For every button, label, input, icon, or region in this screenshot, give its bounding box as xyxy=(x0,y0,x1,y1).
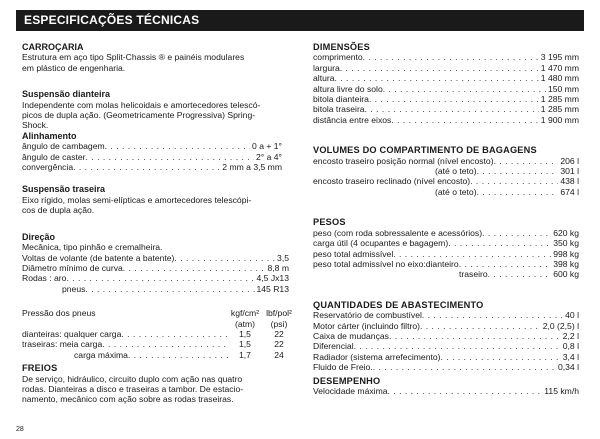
spec-row: Diâmetro mínimo de curva . . . 8,8 m xyxy=(22,263,289,273)
susp-dianteira-title: Suspensão dianteira xyxy=(22,89,111,100)
spec-row: peso total admissível . . . 998 kg xyxy=(313,249,579,259)
spec-row: Caixa de mudanças . . . 2,2 l xyxy=(313,331,579,341)
spec-row: largura . . . 1 470 mm xyxy=(313,63,579,73)
pneus-title: Pressão dos pneus xyxy=(22,308,96,319)
spec-row: comprimento . . . 3 195 mm xyxy=(313,52,579,62)
freios-title: FREIOS xyxy=(22,363,58,374)
spec-row: carga útil (4 ocupantes e bagagem) . . . 350 kg xyxy=(313,238,579,248)
susp-dianteira-line: Shock. xyxy=(22,120,49,131)
freios-line: namento, mecânico com ação sobre as rodas traseiras. xyxy=(22,394,234,405)
spec-row: encosto traseiro posição normal (nível encosto) . . . 206 l xyxy=(313,156,579,166)
susp-dianteira-line: Independente com molas helicoidais e amortecedores telescó- xyxy=(22,99,261,110)
spec-row: (até o teto) . . . 301 l xyxy=(313,166,579,176)
dimensoes-title: DIMENSÕES xyxy=(313,42,370,52)
susp-traseira-line: Eixo rígido, molas semi-elípticas e amortecedores telescópi- xyxy=(22,194,252,205)
spec-row: altura livre do solo . . . 150 mm xyxy=(313,84,579,94)
spec-row: bitola traseira . . . 1 285 mm xyxy=(313,104,579,114)
spec-row: Reservatório de combustível . . . 40 l xyxy=(313,310,579,320)
registered-mark: ® xyxy=(158,52,165,63)
abastecimento-title: QUANTIDADES DE ABASTECIMENTO xyxy=(313,299,484,310)
spec-row: altura . . . 1 480 mm xyxy=(313,73,579,83)
spec-row: distância entre eixos . . . 1 900 mm xyxy=(313,115,579,125)
spec-row: Motor cárter (incluindo filtro) . . . 2,0 (2,5) l xyxy=(313,321,579,331)
page-number: 28 xyxy=(16,426,24,433)
pneus-header xyxy=(22,308,300,318)
right-column xyxy=(313,36,579,396)
pesos-title: PESOS xyxy=(313,217,346,228)
spec-row: Fluido de Freio. . . . 0,34 l xyxy=(313,362,579,372)
spec-row: Rodas : aro . . . 4,5 Jx13 xyxy=(22,273,289,283)
pressure-row: carga máxima . . . 1,7 24 xyxy=(22,350,300,360)
spec-row: peso total admissível no eixo:dianteiro . . . 398 kg xyxy=(313,259,579,269)
spec-row: Velocidade máxima . . . 115 km/h xyxy=(313,386,579,396)
spec-row: peso (com roda sobressalente e acessórios) . . . 620 kg xyxy=(313,228,579,238)
direcao-title: Direção xyxy=(22,231,56,242)
spec-row: convergência . . . 2 mm a 3,5 mm xyxy=(22,162,282,172)
spec-row: pneus . . . 145 R13 xyxy=(22,284,289,294)
susp-traseira-title: Suspensão traseira xyxy=(22,184,106,195)
left-column xyxy=(22,36,300,405)
carrocaria-title: CARROÇARIA xyxy=(22,42,84,52)
carrocaria-line-1: Estrutura em aço tipo Split-Chassis ® e painéis modulares xyxy=(22,52,245,63)
pressure-row: dianteiras: qualquer carga . . . 1,5 22 xyxy=(22,329,300,339)
direcao-line: Mecânica, tipo pinhão e cremalheira. xyxy=(22,242,163,253)
spec-row: Diferencial . . . 0,8 l xyxy=(313,341,579,351)
page-header: ESPECIFICAÇÕES TÉCNICAS xyxy=(16,10,584,31)
unit-psi: (psi) xyxy=(270,318,288,329)
freios-line: rodas. Dianteiras a disco e traseiras a tambor. De estacio- xyxy=(22,383,244,394)
unit-lbf: lbf/pol² xyxy=(266,308,292,319)
susp-traseira-line: cos de dupla ação. xyxy=(22,205,95,216)
freios-line: De serviço, hidráulico, circuito duplo com ação nas quatro xyxy=(22,373,243,384)
spec-row: (até o teto) . . . 674 l xyxy=(313,187,579,197)
desempenho-title: DESEMPENHO xyxy=(313,375,381,386)
unit-kgf: kgf/cm² xyxy=(230,308,260,319)
spec-row: traseiro . . . 600 kg xyxy=(313,269,579,279)
spec-row: Voltas de volante (de batente a batente) . . . 3,5 xyxy=(22,253,289,263)
volumes-title: VOLUMES DO COMPARTIMENTO DE BAGAGENS xyxy=(313,145,537,156)
pressure-row: traseiras: meia carga . . . 1,5 22 xyxy=(22,339,300,349)
carrocaria-line-2: em plástico de engenharia. xyxy=(22,62,126,73)
spec-row: encosto traseiro reclinado (nível encosto) . . . 438 l xyxy=(313,176,579,186)
spec-row: ângulo de caster . . . 2° a 4° xyxy=(22,152,282,162)
susp-dianteira-line: picos de dupla ação. (Geometricamente Progressiva) Spring- xyxy=(22,110,256,121)
alinhamento-title: Alinhamento xyxy=(22,130,77,141)
spec-row: ângulo de cambagem . . . 0 a + 1° xyxy=(22,141,282,151)
spec-row: Radiador (sistema arrefecimento) . . . 3,4 l xyxy=(313,352,579,362)
spec-row: bitola dianteira . . . 1 285 mm xyxy=(313,94,579,104)
pneus-subheader xyxy=(22,319,300,329)
unit-atm: (atm) xyxy=(234,318,256,329)
